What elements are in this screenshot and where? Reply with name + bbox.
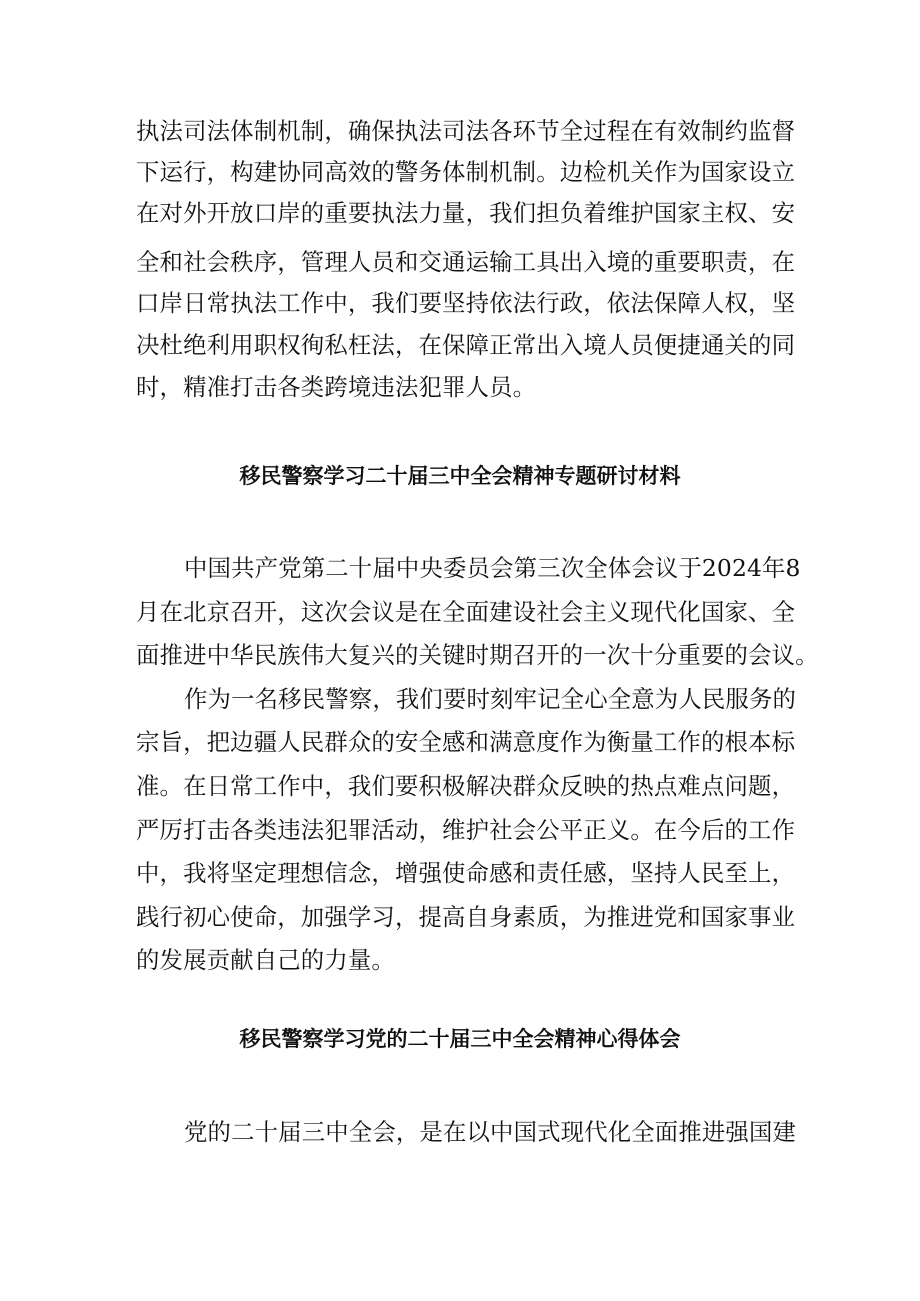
text-line: 时，精准打击各类跨境违法犯罪人员。 (136, 373, 537, 401)
text-line: 中，我将坚定理想信念，增强使命感和责任感，坚持人民至上， (136, 859, 796, 887)
section-heading: 移民警察学习党的二十届三中全会精神心得体会 (239, 1027, 681, 1051)
text-line: 全和社会秩序，管理人员和交通运输工具出入境的重要职责，在 (136, 248, 796, 276)
text-line: 在对外开放口岸的重要执法力量，我们担负着维护国家主权、安 (136, 199, 796, 227)
text-line: 口岸日常执法工作中，我们要坚持依法行政，依法保障人权，坚 (136, 289, 796, 317)
text-line: 月在北京召开，这次会议是在全面建设社会主义现代化国家、全 (136, 598, 796, 626)
text-line: 执法司法体制机制，确保执法司法各环节全过程在有效制约监督 (136, 117, 796, 145)
section-heading: 移民警察学习二十届三中全会精神专题研讨材料 (239, 464, 681, 488)
text-line: 准。在日常工作中，我们要积极解决群众反映的热点难点问题， (136, 772, 796, 800)
text-line: 严厉打击各类违法犯罪活动，维护社会公平正义。在今后的工作 (136, 816, 796, 844)
text-line: 决杜绝利用职权徇私枉法，在保障正常出入境人员便捷通关的同 (136, 331, 796, 359)
text-line: 宗旨，把边疆人民群众的安全感和满意度作为衡量工作的根本标 (136, 728, 796, 756)
text-line: 面推进中华民族伟大复兴的关键时期召开的一次十分重要的会议。 (136, 641, 819, 669)
text-line: 党的二十届三中全会，是在以中国式现代化全面推进强国建 (184, 1118, 797, 1146)
text-line: 下运行，构建协同高效的警务体制机制。边检机关作为国家设立 (136, 158, 796, 186)
text-line: 践行初心使命，加强学习，提高自身素质，为推进党和国家事业 (136, 903, 796, 931)
text-line: 中国共产党第二十届中央委员会第三次全体会议于2024年8 (184, 554, 801, 582)
text-line: 作为一名移民警察，我们要时刻牢记全心全意为人民服务的 (184, 685, 797, 713)
text-line: 的发展贡献自己的力量。 (136, 946, 395, 974)
